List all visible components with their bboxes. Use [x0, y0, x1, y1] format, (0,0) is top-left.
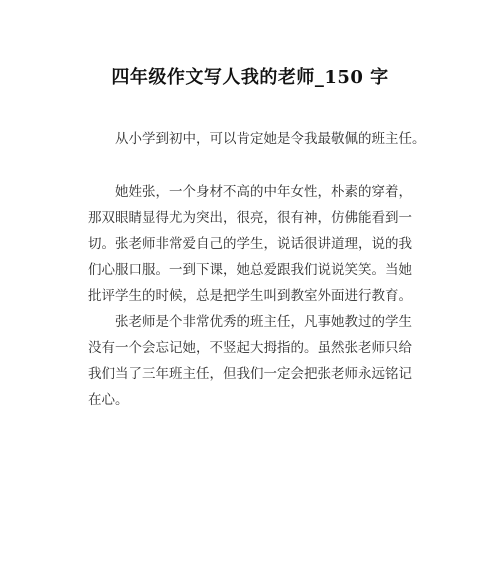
document-title: 四年级作文写人我的老师_150 字: [111, 67, 389, 88]
text-line: 在心。: [88, 392, 129, 408]
text-line: 批评学生的时候，总是把学生叫到教室外面进行教育。: [88, 288, 412, 304]
paragraph-3: [88, 309, 420, 413]
document-body: [88, 126, 426, 413]
text-line: 我们当了三年班主任，但我们一定会把张老师永远铭记: [88, 366, 412, 382]
text-line: 那双眼睛显得尤为突出，很亮，很有神，仿佛能看到一: [88, 210, 412, 226]
paragraph-1: [88, 126, 426, 152]
text-line: 切。张老师非常爱自己的学生，说话很讲道理，说的我: [88, 236, 412, 252]
text-line: 从小学到初中，可以肯定她是令我最敬佩的班主任。: [115, 131, 426, 147]
paragraph-gap: [88, 152, 420, 179]
text-line: 们心服口服。一到下课，她总爱跟我们说说笑笑。当她: [88, 262, 412, 278]
text-line: 她姓张，一个身材不高的中年女性，朴素的穿着，: [115, 184, 412, 200]
text-line: 没有一个会忘记她，不竖起大拇指的。虽然张老师只给: [88, 340, 412, 356]
paragraph-2: [88, 179, 420, 309]
text-line: 张老师是个非常优秀的班主任，凡事她教过的学生: [115, 314, 412, 330]
